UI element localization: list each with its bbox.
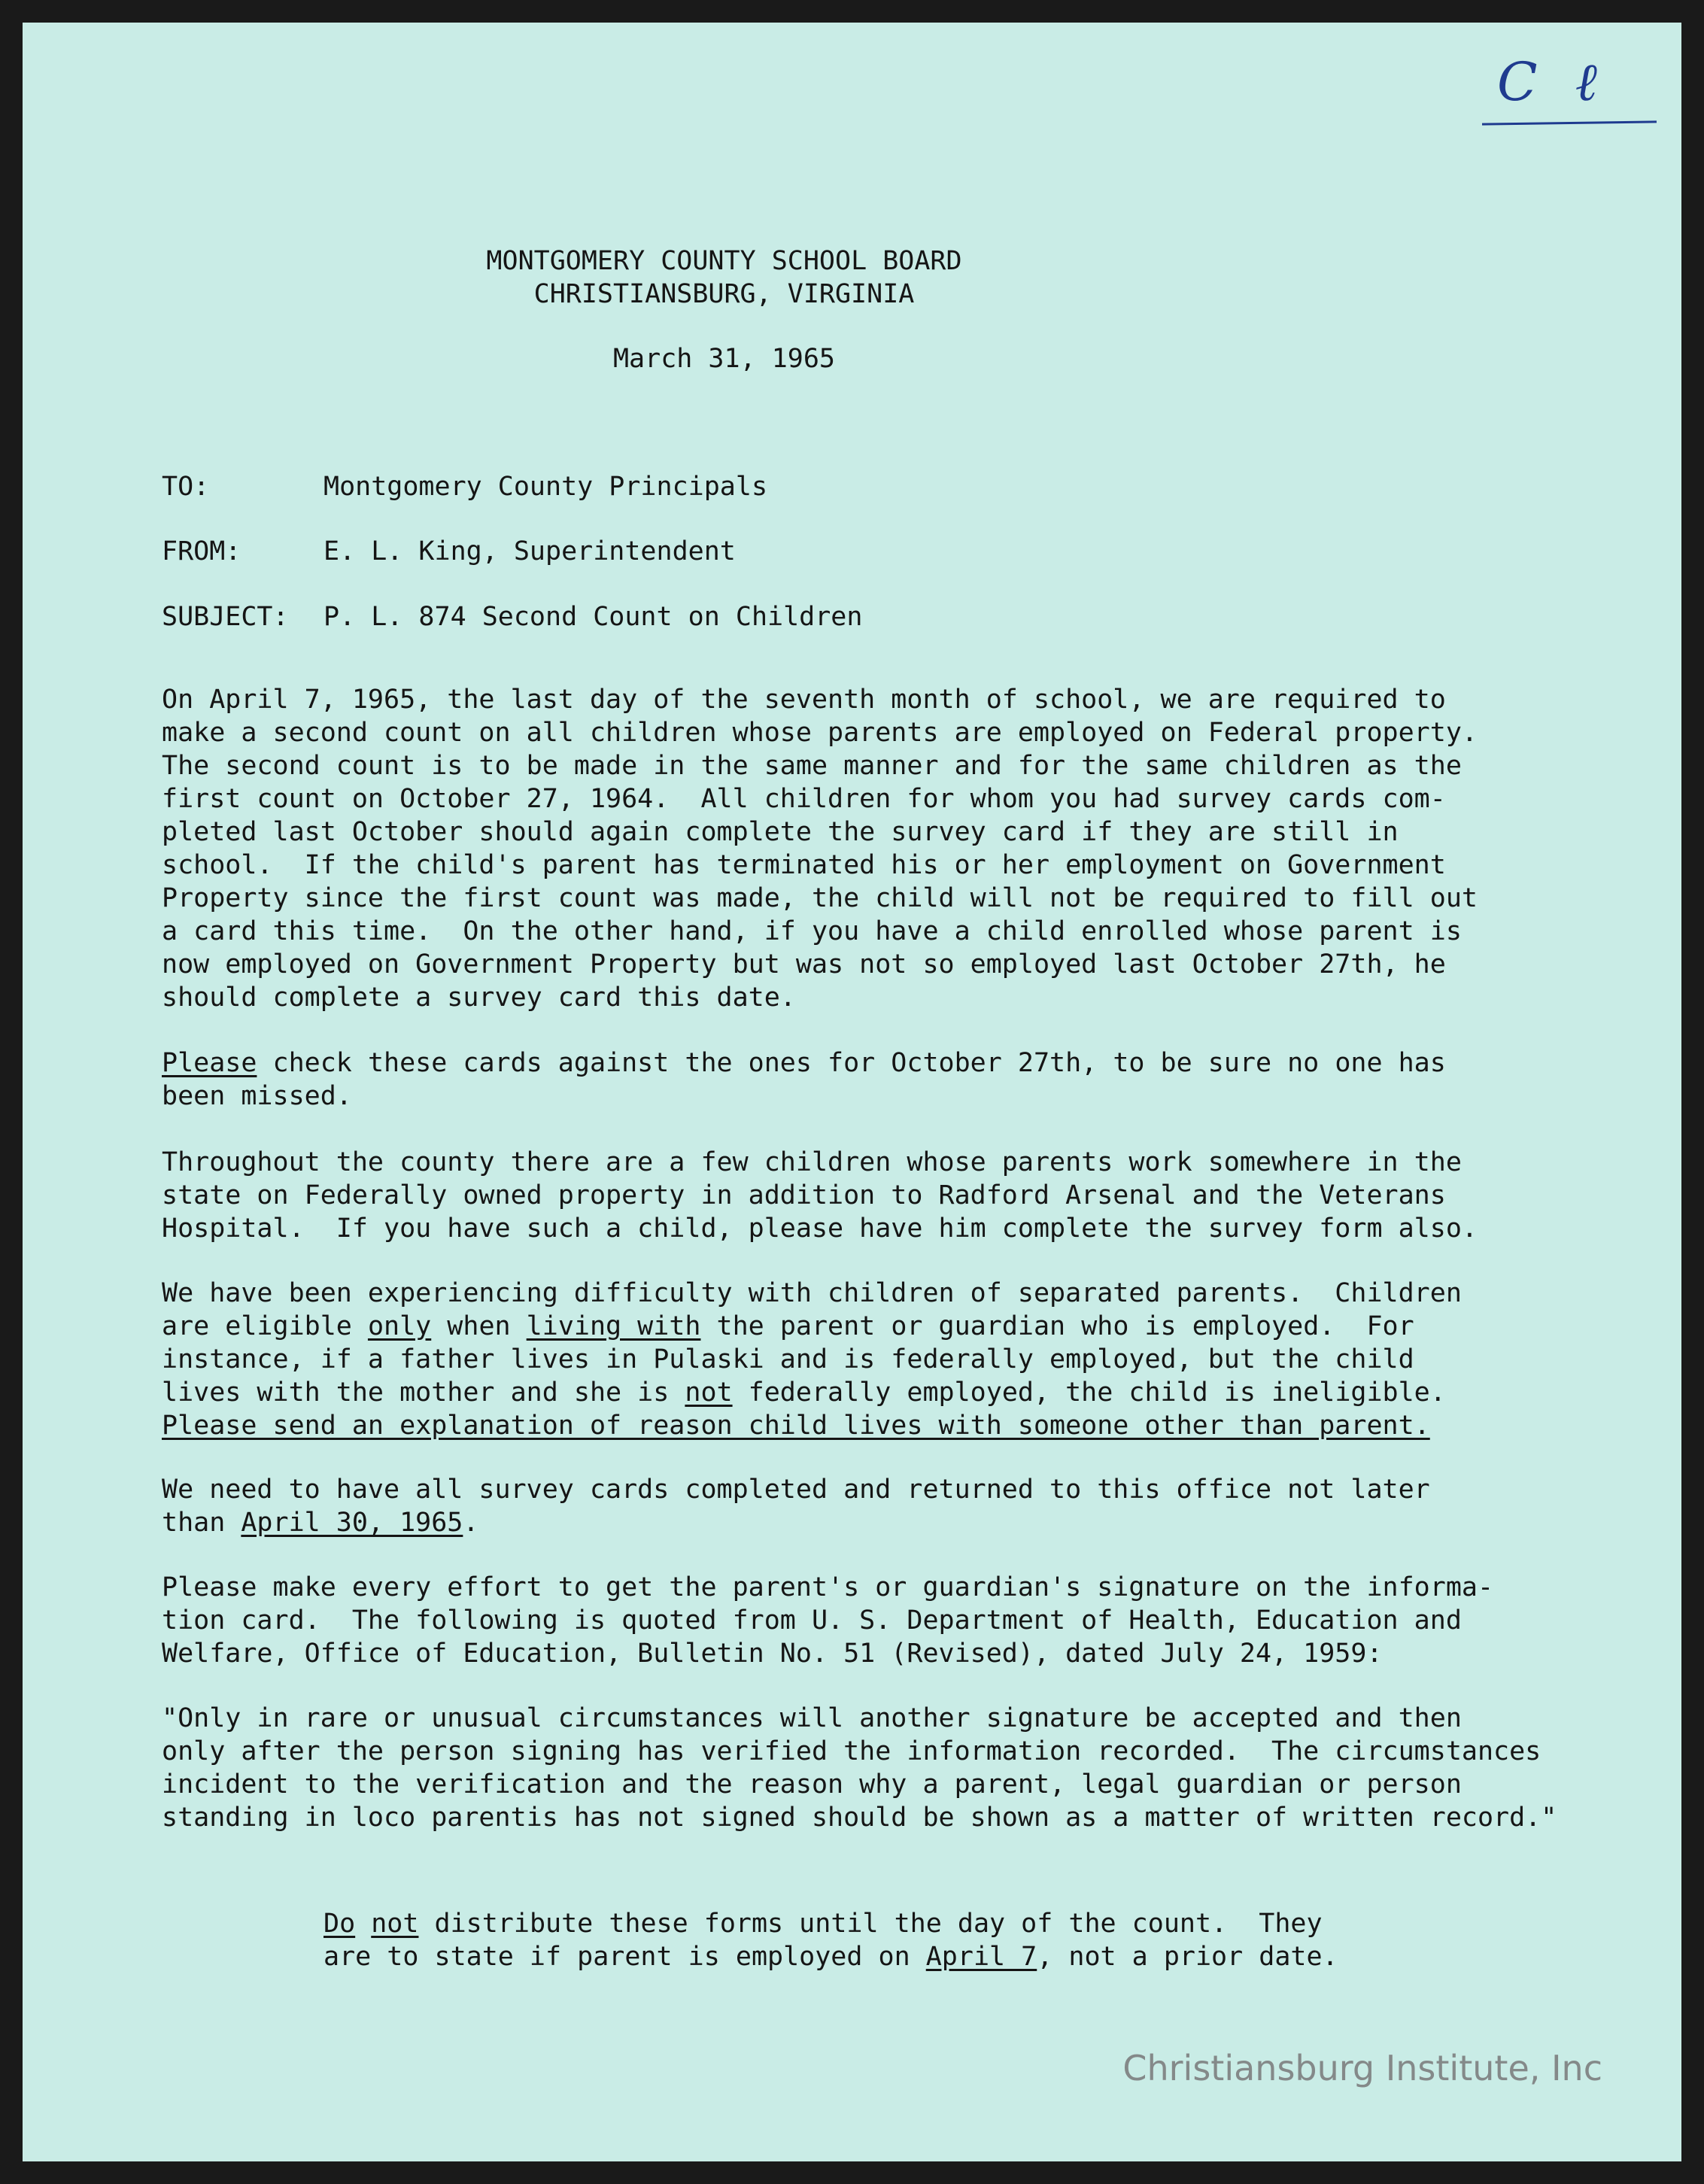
paragraph-line: Throughout the county there are a few children whose parents work somewhere in the xyxy=(162,1147,1462,1177)
paragraph-line: pleted last October should again complete the survey card if they are still in xyxy=(162,817,1399,847)
from-label: FROM: xyxy=(162,536,241,567)
paragraph-line xyxy=(162,1046,1636,1080)
letterhead-location: CHRISTIANSBURG, VIRGINIA xyxy=(533,279,915,309)
paragraph-line xyxy=(323,1940,1338,1973)
paragraph-line: The second count is to be made in the same manner and for the same children as the xyxy=(162,751,1462,781)
closing-note xyxy=(323,1907,1338,1973)
paragraph-line: We need to have all survey cards completed and returned to this office not later xyxy=(162,1475,1430,1505)
text-run: the parent or guardian who is employed. For xyxy=(700,1311,1414,1341)
paragraph-2 xyxy=(162,1046,1636,1113)
to-label: TO: xyxy=(162,472,210,502)
text-run: than xyxy=(162,1508,241,1538)
text-run: distribute these forms until the day of the count. They xyxy=(418,1909,1323,1939)
text-run: lives with the mother and she is xyxy=(162,1378,685,1408)
underlined-text: not xyxy=(685,1378,733,1408)
watermark: Christiansburg Institute, Inc xyxy=(1122,2048,1602,2088)
underlined-text: Please xyxy=(162,1048,257,1078)
paragraph-line: instance, if a father lives in Pulaski and is federally employed, but the child xyxy=(162,1344,1414,1374)
underlined-text: Do xyxy=(323,1909,356,1939)
paragraph-line: tion card. The following is quoted from U. S. Department of Health, Education and xyxy=(162,1605,1462,1636)
paragraph-line: make a second count on all children whose parents are employed on Federal property. xyxy=(162,718,1478,748)
paragraph-3 xyxy=(162,1146,1636,1245)
quotation xyxy=(162,1702,1636,1834)
paragraph-line: Hospital. If you have such a child, please have him complete the survey form also. xyxy=(162,1214,1478,1244)
paragraph-line xyxy=(162,1409,1636,1442)
text-run: check these cards against the ones for October 27th, to be sure no one has xyxy=(257,1048,1446,1078)
paragraph-line: Property since the first count was made, the child will not be required to fill out xyxy=(162,883,1478,913)
to-row xyxy=(162,470,767,503)
paragraph-line xyxy=(162,1310,1636,1343)
underlined-text: living with xyxy=(526,1311,701,1341)
paragraph-line: should complete a survey card this date. xyxy=(162,983,796,1013)
paragraph-line: a card this time. On the other hand, if you have a child enrolled whose parent is xyxy=(162,916,1462,946)
paragraph-1 xyxy=(162,683,1636,1014)
underlined-text: only xyxy=(367,1311,432,1341)
paragraph-5 xyxy=(162,1473,1636,1539)
subject-label: SUBJECT: xyxy=(162,602,289,632)
document-page xyxy=(23,23,1681,2161)
paragraph-line: been missed. xyxy=(162,1081,352,1111)
paragraph-6 xyxy=(162,1571,1636,1670)
text-run: when xyxy=(431,1311,527,1341)
paragraph-line: school. If the child's parent has terminated his or her employment on Government xyxy=(162,850,1446,880)
text-run: are eligible xyxy=(162,1311,368,1341)
to-value: Montgomery County Principals xyxy=(323,472,768,502)
from-value: E. L. King, Superintendent xyxy=(323,536,736,567)
text-run xyxy=(355,1909,371,1939)
memo-date: March 31, 1965 xyxy=(612,344,835,374)
handwritten-annotation: C ℓ xyxy=(1497,51,1608,113)
paragraph-line: standing in loco parentis has not signed should be shown as a matter of written record." xyxy=(162,1803,1557,1833)
paragraph-line: state on Federally owned property in addition to Radford Arsenal and the Veterans xyxy=(162,1180,1446,1210)
handwritten-underline xyxy=(1482,120,1657,125)
text-run: . xyxy=(463,1508,479,1538)
paragraph-line: "Only in rare or unusual circumstances will another signature be accepted and then xyxy=(162,1703,1462,1733)
subject-value: P. L. 874 Second Count on Children xyxy=(323,602,863,632)
paragraph-line: now employed on Government Property but was not so employed last October 27th, he xyxy=(162,949,1446,980)
paragraph-line: Please make every effort to get the parent's or guardian's signature on the informa- xyxy=(162,1572,1494,1602)
paragraph-line: first count on October 27, 1964. All children for whom you had survey cards com- xyxy=(162,784,1446,814)
underlined-text: Please send an explanation of reason child lives with someone other than parent. xyxy=(162,1411,1430,1441)
paragraph-line: On April 7, 1965, the last day of the seventh month of school, we are required to xyxy=(162,685,1446,715)
text-run: are to state if parent is employed on xyxy=(323,1942,926,1972)
underlined-text: April 30, 1965 xyxy=(241,1508,463,1538)
paragraph-line: Welfare, Office of Education, Bulletin No. 51 (Revised), dated July 24, 1959: xyxy=(162,1639,1383,1669)
paragraph-line: incident to the verification and the reason why a parent, legal guardian or person xyxy=(162,1769,1462,1800)
paragraph-4 xyxy=(162,1277,1636,1442)
text-run: federally employed, the child is ineligible. xyxy=(732,1378,1446,1408)
from-row xyxy=(162,535,736,568)
letterhead xyxy=(162,245,1636,311)
letterhead-org: MONTGOMERY COUNTY SCHOOL BOARD xyxy=(486,246,962,276)
paragraph-line xyxy=(323,1907,1338,1940)
paragraph-line xyxy=(162,1506,1636,1539)
paragraph-line xyxy=(162,1376,1636,1409)
paragraph-line: only after the person signing has verified the information recorded. The circumstances xyxy=(162,1736,1541,1766)
underlined-text: not xyxy=(371,1909,419,1939)
underlined-text: April 7 xyxy=(925,1942,1037,1972)
paragraph-line: We have been experiencing difficulty with children of separated parents. Children xyxy=(162,1278,1462,1308)
text-run: , not a prior date. xyxy=(1037,1942,1338,1972)
subject-row xyxy=(162,600,862,633)
